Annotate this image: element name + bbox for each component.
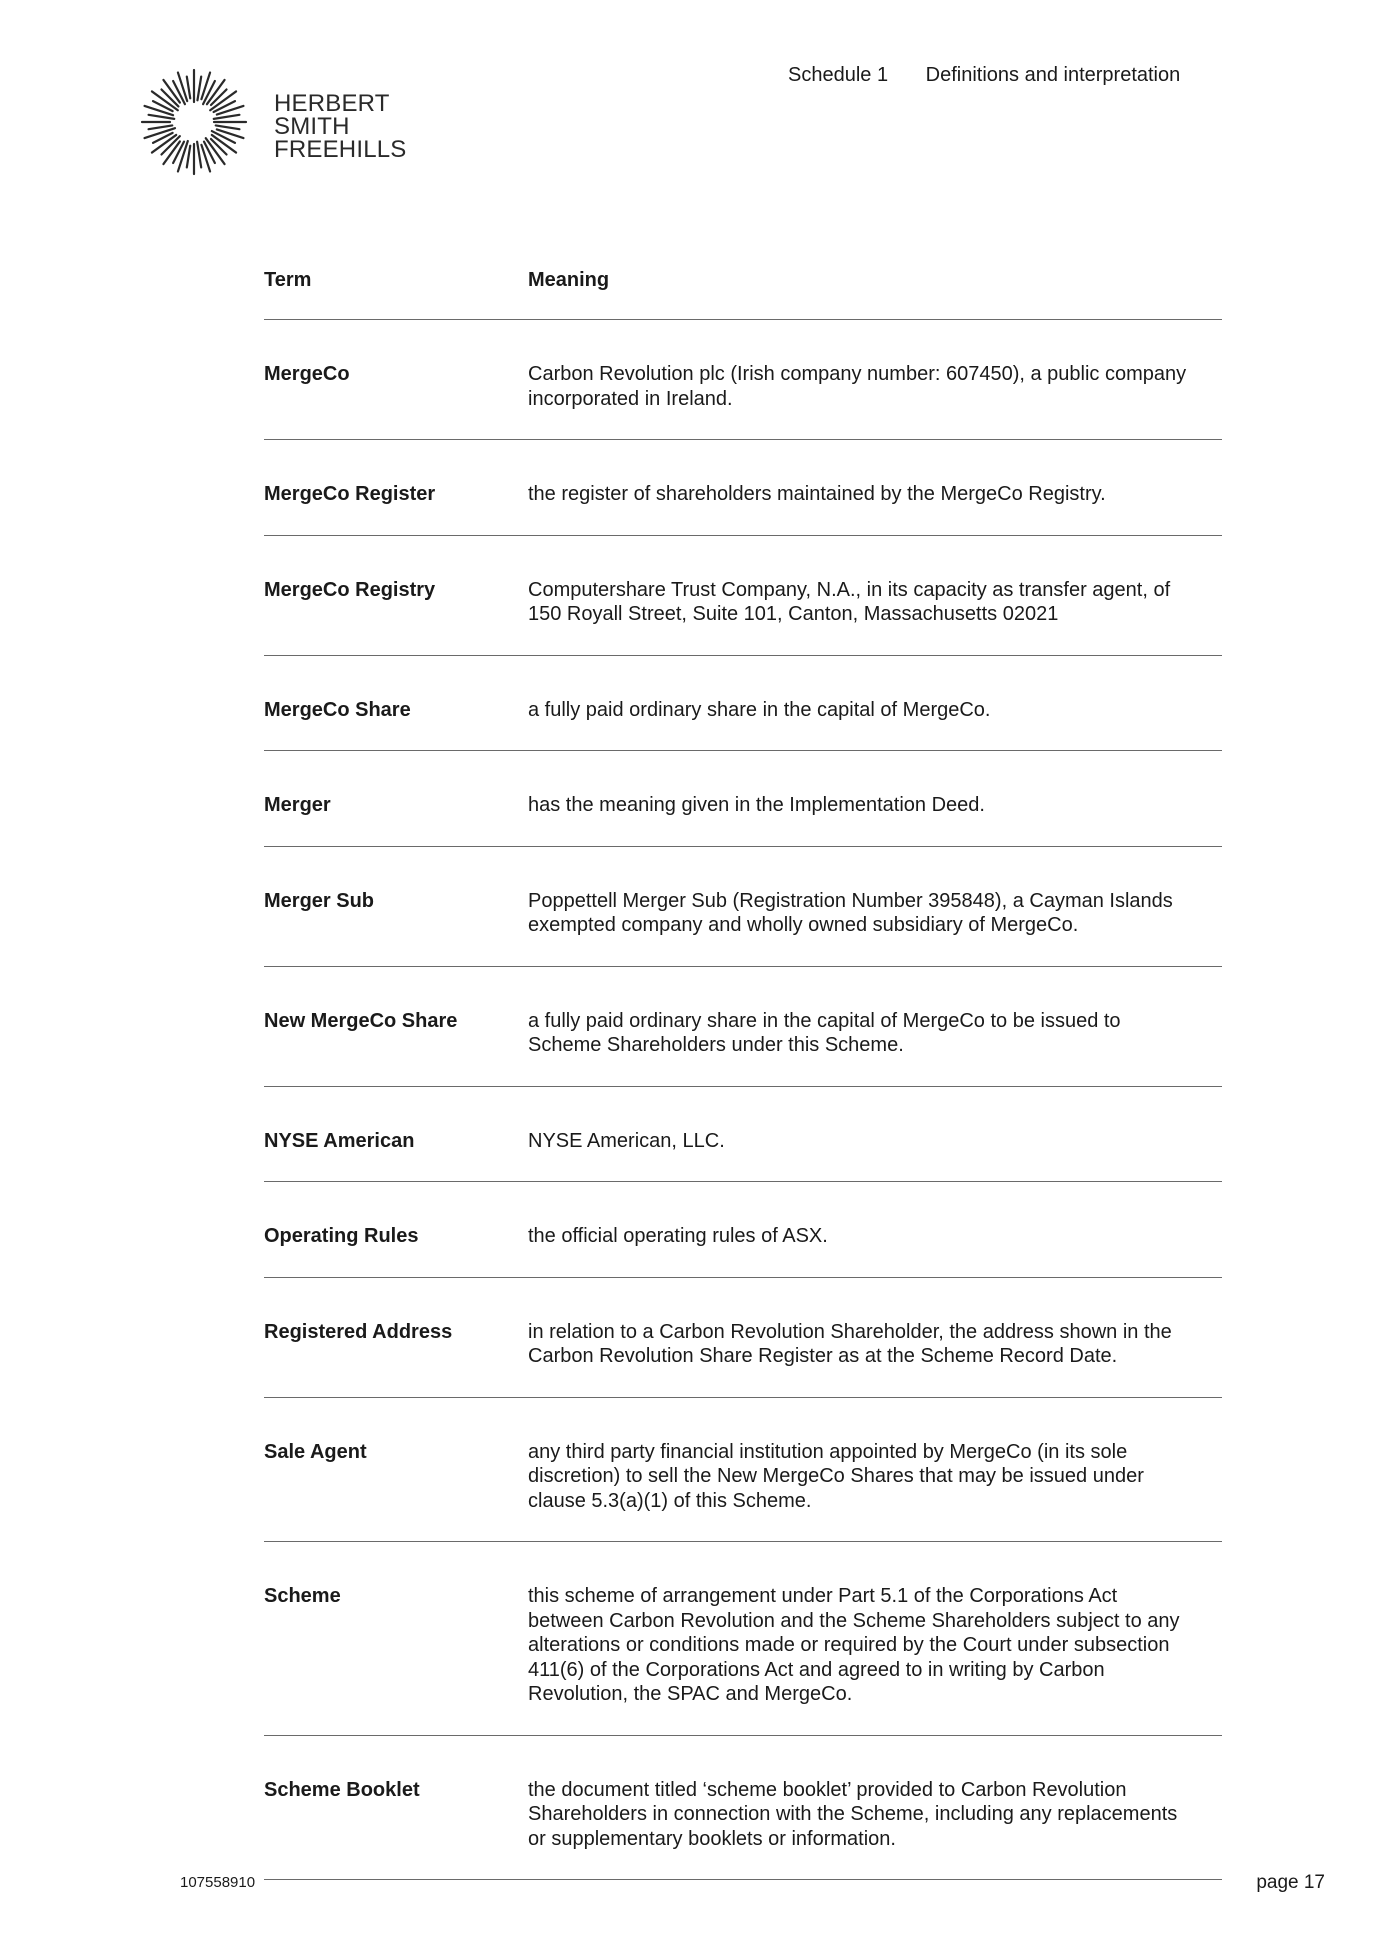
table-row — [264, 1182, 1222, 1278]
definition-term: Scheme — [264, 1585, 341, 1607]
definition-meaning: a fully paid ordinary share in the capital of MergeCo. — [528, 698, 991, 721]
table-row — [264, 847, 1222, 967]
table-row — [264, 967, 1222, 1087]
definitions-table — [264, 256, 1222, 1880]
table-row — [264, 1542, 1222, 1736]
definition-meaning: the official operating rules of ASX. — [528, 1225, 828, 1247]
table-row — [264, 1736, 1222, 1881]
definition-meaning: has the meaning given in the Implementation Deed. — [528, 794, 985, 816]
firm-name-line-1: HERBERT — [274, 90, 390, 117]
section-title: Definitions and interpretation — [925, 64, 1181, 86]
definition-term: MergeCo Share — [264, 698, 411, 721]
firm-logo — [138, 66, 407, 178]
column-header-meaning: Meaning — [528, 269, 610, 291]
page-number: page 17 — [1256, 1872, 1325, 1893]
table-row — [264, 1087, 1222, 1183]
definition-term: MergeCo Registry — [264, 578, 436, 601]
definition-meaning: any third party financial institution appointed by MergeCo (in its sole discretion) to sell the New MergeCo Shares that may be issued under clause 5.3(a)(1) of this Scheme. — [528, 1440, 1144, 1512]
table-row — [264, 536, 1222, 656]
table-row — [264, 1278, 1222, 1398]
definition-meaning: in relation to a Carbon Revolution Shareholder, the address shown in the Carbon Revolution Share Register as at the Scheme Record Date. — [528, 1320, 1172, 1367]
definition-term: New MergeCo Share — [264, 1009, 458, 1032]
table-row — [264, 751, 1222, 847]
table-row — [264, 1398, 1222, 1543]
table-row — [264, 320, 1222, 440]
definition-term: NYSE American — [264, 1129, 415, 1152]
firm-name — [274, 92, 407, 161]
column-header-term: Term — [264, 269, 312, 291]
definition-meaning: NYSE American, LLC. — [528, 1129, 725, 1152]
firm-name-line-3: FREEHILLS — [274, 136, 407, 163]
definition-term: Merger Sub — [264, 889, 375, 912]
table-row — [264, 656, 1222, 752]
schedule-label: Schedule 1 — [788, 64, 889, 86]
definition-meaning: Poppettell Merger Sub (Registration Number 395848), a Cayman Islands exempted company and wholly owned subsidiary of MergeCo. — [528, 889, 1173, 936]
table-body — [264, 320, 1222, 1880]
definition-meaning: this scheme of arrangement under Part 5.1 of the Corporations Act between Carbon Revolution and the Scheme Shareholders subject to any alterations or conditions made or required by the Court under subsection 411(6) of the Corporations Act and agreed to in writing by Carbon Revolution, the SPAC and MergeCo. — [528, 1585, 1180, 1705]
definition-term: Operating Rules — [264, 1225, 419, 1247]
definition-meaning: the register of shareholders maintained by the MergeCo Registry. — [528, 483, 1106, 505]
table-row — [264, 440, 1222, 536]
definition-term: Scheme Booklet — [264, 1778, 420, 1801]
definition-term: MergeCo — [264, 363, 350, 385]
table-header-row — [264, 256, 1222, 320]
definition-meaning: Computershare Trust Company, N.A., in its capacity as transfer agent, of 150 Royall Street, Suite 101, Canton, Massachusetts 02021 — [528, 578, 1171, 625]
sunburst-logo-icon — [138, 66, 250, 178]
definition-term: Registered Address — [264, 1320, 453, 1343]
firm-name-line-2: SMITH — [274, 113, 350, 140]
definition-meaning: the document titled ‘scheme booklet’ provided to Carbon Revolution Shareholders in connection with the Scheme, including any replacements or supplementary booklets or information. — [528, 1778, 1178, 1850]
running-header — [788, 64, 1180, 87]
definition-term: Sale Agent — [264, 1440, 367, 1463]
definition-term: Merger — [264, 794, 331, 816]
definition-meaning: a fully paid ordinary share in the capital of MergeCo to be issued to Scheme Shareholders under this Scheme. — [528, 1009, 1121, 1056]
document-number: 107558910 — [180, 1874, 256, 1891]
definition-term: MergeCo Register — [264, 483, 436, 505]
definition-meaning: Carbon Revolution plc (Irish company number: 607450), a public company incorporated in Ireland. — [528, 363, 1187, 410]
